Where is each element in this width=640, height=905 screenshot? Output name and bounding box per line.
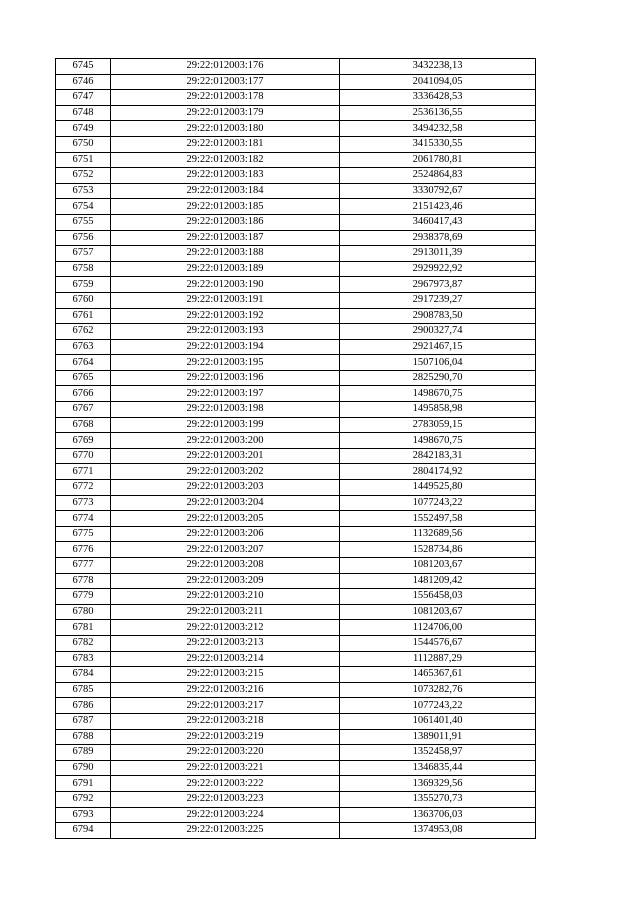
value-cell: 1355270,73 (340, 791, 536, 807)
cadastral-number-cell: 29:22:012003:192 (111, 308, 340, 324)
row-number-cell: 6765 (56, 370, 111, 386)
cadastral-number-cell: 29:22:012003:201 (111, 448, 340, 464)
value-cell: 1449525,80 (340, 480, 536, 496)
cadastral-number-cell: 29:22:012003:180 (111, 121, 340, 137)
value-cell: 1132689,56 (340, 526, 536, 542)
value-cell: 2913011,39 (340, 246, 536, 262)
table-row (56, 246, 536, 262)
value-cell: 1112887,29 (340, 651, 536, 667)
row-number-cell: 6749 (56, 121, 111, 137)
table-row (56, 370, 536, 386)
cadastral-number-cell: 29:22:012003:200 (111, 433, 340, 449)
row-number-cell: 6762 (56, 324, 111, 340)
table-row (56, 776, 536, 792)
value-cell: 2041094,05 (340, 74, 536, 90)
row-number-cell: 6764 (56, 355, 111, 371)
table-row (56, 59, 536, 75)
cadastral-number-cell: 29:22:012003:176 (111, 59, 340, 75)
row-number-cell: 6761 (56, 308, 111, 324)
row-number-cell: 6794 (56, 823, 111, 839)
table-row (56, 573, 536, 589)
cadastral-number-cell: 29:22:012003:185 (111, 199, 340, 215)
row-number-cell: 6753 (56, 183, 111, 199)
row-number-cell: 6757 (56, 246, 111, 262)
cadastral-number-cell: 29:22:012003:179 (111, 105, 340, 121)
value-cell: 3415330,55 (340, 136, 536, 152)
cadastral-number-cell: 29:22:012003:209 (111, 573, 340, 589)
cadastral-number-cell: 29:22:012003:218 (111, 713, 340, 729)
table-row (56, 526, 536, 542)
row-number-cell: 6777 (56, 558, 111, 574)
value-cell: 2921467,15 (340, 339, 536, 355)
row-number-cell: 6768 (56, 417, 111, 433)
value-cell: 1498670,75 (340, 386, 536, 402)
table-row (56, 199, 536, 215)
table-row (56, 74, 536, 90)
cadastral-number-cell: 29:22:012003:182 (111, 152, 340, 168)
value-cell: 3432238,13 (340, 59, 536, 75)
row-number-cell: 6745 (56, 59, 111, 75)
table-row (56, 121, 536, 137)
row-number-cell: 6788 (56, 729, 111, 745)
cadastral-number-cell: 29:22:012003:215 (111, 667, 340, 683)
value-cell: 1552497,58 (340, 511, 536, 527)
value-cell: 2804174,92 (340, 464, 536, 480)
row-number-cell: 6773 (56, 495, 111, 511)
table-row (56, 729, 536, 745)
value-cell: 1081203,67 (340, 604, 536, 620)
row-number-cell: 6781 (56, 620, 111, 636)
row-number-cell: 6792 (56, 791, 111, 807)
row-number-cell: 6746 (56, 74, 111, 90)
row-number-cell: 6759 (56, 277, 111, 293)
value-cell: 1481209,42 (340, 573, 536, 589)
table-row (56, 807, 536, 823)
row-number-cell: 6767 (56, 402, 111, 418)
cadastral-number-cell: 29:22:012003:204 (111, 495, 340, 511)
value-cell: 2938378,69 (340, 230, 536, 246)
value-cell: 1073282,76 (340, 682, 536, 698)
table-row (56, 402, 536, 418)
row-number-cell: 6751 (56, 152, 111, 168)
table-row (56, 183, 536, 199)
row-number-cell: 6750 (56, 136, 111, 152)
cadastral-number-cell: 29:22:012003:225 (111, 823, 340, 839)
value-cell: 2908783,50 (340, 308, 536, 324)
value-cell: 1346835,44 (340, 760, 536, 776)
row-number-cell: 6774 (56, 511, 111, 527)
row-number-cell: 6754 (56, 199, 111, 215)
table-row (56, 230, 536, 246)
value-cell: 1374953,08 (340, 823, 536, 839)
row-number-cell: 6782 (56, 635, 111, 651)
cadastral-number-cell: 29:22:012003:213 (111, 635, 340, 651)
value-cell: 2524864,83 (340, 168, 536, 184)
row-number-cell: 6769 (56, 433, 111, 449)
table-row (56, 355, 536, 371)
table-row (56, 417, 536, 433)
row-number-cell: 6756 (56, 230, 111, 246)
value-cell: 1352458,97 (340, 745, 536, 761)
row-number-cell: 6776 (56, 542, 111, 558)
row-number-cell: 6783 (56, 651, 111, 667)
value-cell: 1465367,61 (340, 667, 536, 683)
row-number-cell: 6790 (56, 760, 111, 776)
table-row (56, 495, 536, 511)
value-cell: 1369329,56 (340, 776, 536, 792)
value-cell: 2929922,92 (340, 261, 536, 277)
cadastral-number-cell: 29:22:012003:210 (111, 589, 340, 605)
table-row (56, 105, 536, 121)
value-cell: 1124706,00 (340, 620, 536, 636)
table-row (56, 480, 536, 496)
cadastral-number-cell: 29:22:012003:211 (111, 604, 340, 620)
value-cell: 1061401,40 (340, 713, 536, 729)
cadastral-number-cell: 29:22:012003:190 (111, 277, 340, 293)
cadastral-number-cell: 29:22:012003:217 (111, 698, 340, 714)
table-row (56, 823, 536, 839)
cadastral-number-cell: 29:22:012003:178 (111, 90, 340, 106)
cadastral-number-cell: 29:22:012003:193 (111, 324, 340, 340)
value-cell: 1389011,91 (340, 729, 536, 745)
parcel-value-table (55, 58, 536, 839)
table-row (56, 511, 536, 527)
table-row (56, 635, 536, 651)
row-number-cell: 6763 (56, 339, 111, 355)
cadastral-number-cell: 29:22:012003:216 (111, 682, 340, 698)
cadastral-number-cell: 29:22:012003:214 (111, 651, 340, 667)
table-row (56, 682, 536, 698)
table-row (56, 386, 536, 402)
table-row (56, 791, 536, 807)
cadastral-number-cell: 29:22:012003:221 (111, 760, 340, 776)
cadastral-number-cell: 29:22:012003:189 (111, 261, 340, 277)
table-row (56, 589, 536, 605)
table-row (56, 760, 536, 776)
value-cell: 2917239,27 (340, 292, 536, 308)
value-cell: 1507106,04 (340, 355, 536, 371)
value-cell: 2825290,70 (340, 370, 536, 386)
table-body (56, 59, 536, 839)
row-number-cell: 6791 (56, 776, 111, 792)
value-cell: 1556458,03 (340, 589, 536, 605)
row-number-cell: 6784 (56, 667, 111, 683)
table-row (56, 136, 536, 152)
value-cell: 1077243,22 (340, 495, 536, 511)
row-number-cell: 6780 (56, 604, 111, 620)
value-cell: 2842183,31 (340, 448, 536, 464)
row-number-cell: 6778 (56, 573, 111, 589)
cadastral-number-cell: 29:22:012003:197 (111, 386, 340, 402)
value-cell: 2536136,55 (340, 105, 536, 121)
table-row (56, 542, 536, 558)
cadastral-number-cell: 29:22:012003:220 (111, 745, 340, 761)
row-number-cell: 6787 (56, 713, 111, 729)
value-cell: 1528734,86 (340, 542, 536, 558)
row-number-cell: 6793 (56, 807, 111, 823)
table-row (56, 558, 536, 574)
row-number-cell: 6786 (56, 698, 111, 714)
value-cell: 1363706,03 (340, 807, 536, 823)
cadastral-number-cell: 29:22:012003:199 (111, 417, 340, 433)
table-row (56, 698, 536, 714)
value-cell: 3336428,53 (340, 90, 536, 106)
table-row (56, 261, 536, 277)
table-row (56, 90, 536, 106)
cadastral-number-cell: 29:22:012003:194 (111, 339, 340, 355)
row-number-cell: 6779 (56, 589, 111, 605)
row-number-cell: 6748 (56, 105, 111, 121)
value-cell: 1495858,98 (340, 402, 536, 418)
table-row (56, 433, 536, 449)
cadastral-number-cell: 29:22:012003:188 (111, 246, 340, 262)
row-number-cell: 6766 (56, 386, 111, 402)
table-row (56, 214, 536, 230)
value-cell: 3460417,43 (340, 214, 536, 230)
cadastral-number-cell: 29:22:012003:223 (111, 791, 340, 807)
cadastral-number-cell: 29:22:012003:183 (111, 168, 340, 184)
row-number-cell: 6758 (56, 261, 111, 277)
cadastral-number-cell: 29:22:012003:208 (111, 558, 340, 574)
cadastral-number-cell: 29:22:012003:203 (111, 480, 340, 496)
table-row (56, 277, 536, 293)
table-row (56, 620, 536, 636)
row-number-cell: 6775 (56, 526, 111, 542)
value-cell: 2061780,81 (340, 152, 536, 168)
cadastral-number-cell: 29:22:012003:196 (111, 370, 340, 386)
table-row (56, 713, 536, 729)
cadastral-number-cell: 29:22:012003:219 (111, 729, 340, 745)
row-number-cell: 6789 (56, 745, 111, 761)
table-row (56, 168, 536, 184)
cadastral-number-cell: 29:22:012003:186 (111, 214, 340, 230)
value-cell: 1498670,75 (340, 433, 536, 449)
cadastral-number-cell: 29:22:012003:181 (111, 136, 340, 152)
table-row (56, 308, 536, 324)
table-row (56, 745, 536, 761)
row-number-cell: 6747 (56, 90, 111, 106)
cadastral-number-cell: 29:22:012003:224 (111, 807, 340, 823)
row-number-cell: 6785 (56, 682, 111, 698)
table-row (56, 651, 536, 667)
value-cell: 2783059,15 (340, 417, 536, 433)
table-row (56, 292, 536, 308)
value-cell: 2900327,74 (340, 324, 536, 340)
cadastral-number-cell: 29:22:012003:191 (111, 292, 340, 308)
row-number-cell: 6772 (56, 480, 111, 496)
value-cell: 1077243,22 (340, 698, 536, 714)
table-row (56, 152, 536, 168)
value-cell: 2967973,87 (340, 277, 536, 293)
cadastral-number-cell: 29:22:012003:198 (111, 402, 340, 418)
cadastral-number-cell: 29:22:012003:206 (111, 526, 340, 542)
table-row (56, 339, 536, 355)
row-number-cell: 6752 (56, 168, 111, 184)
cadastral-number-cell: 29:22:012003:195 (111, 355, 340, 371)
value-cell: 2151423,46 (340, 199, 536, 215)
cadastral-number-cell: 29:22:012003:184 (111, 183, 340, 199)
cadastral-number-cell: 29:22:012003:212 (111, 620, 340, 636)
row-number-cell: 6771 (56, 464, 111, 480)
row-number-cell: 6760 (56, 292, 111, 308)
table-row (56, 604, 536, 620)
value-cell: 1544576,67 (340, 635, 536, 651)
table-row (56, 448, 536, 464)
cadastral-number-cell: 29:22:012003:177 (111, 74, 340, 90)
value-cell: 3494232,58 (340, 121, 536, 137)
cadastral-number-cell: 29:22:012003:205 (111, 511, 340, 527)
value-cell: 3330792,67 (340, 183, 536, 199)
table-row (56, 324, 536, 340)
table-row (56, 464, 536, 480)
table-row (56, 667, 536, 683)
cadastral-number-cell: 29:22:012003:222 (111, 776, 340, 792)
row-number-cell: 6770 (56, 448, 111, 464)
cadastral-number-cell: 29:22:012003:187 (111, 230, 340, 246)
cadastral-number-cell: 29:22:012003:207 (111, 542, 340, 558)
row-number-cell: 6755 (56, 214, 111, 230)
cadastral-number-cell: 29:22:012003:202 (111, 464, 340, 480)
value-cell: 1081203,67 (340, 558, 536, 574)
